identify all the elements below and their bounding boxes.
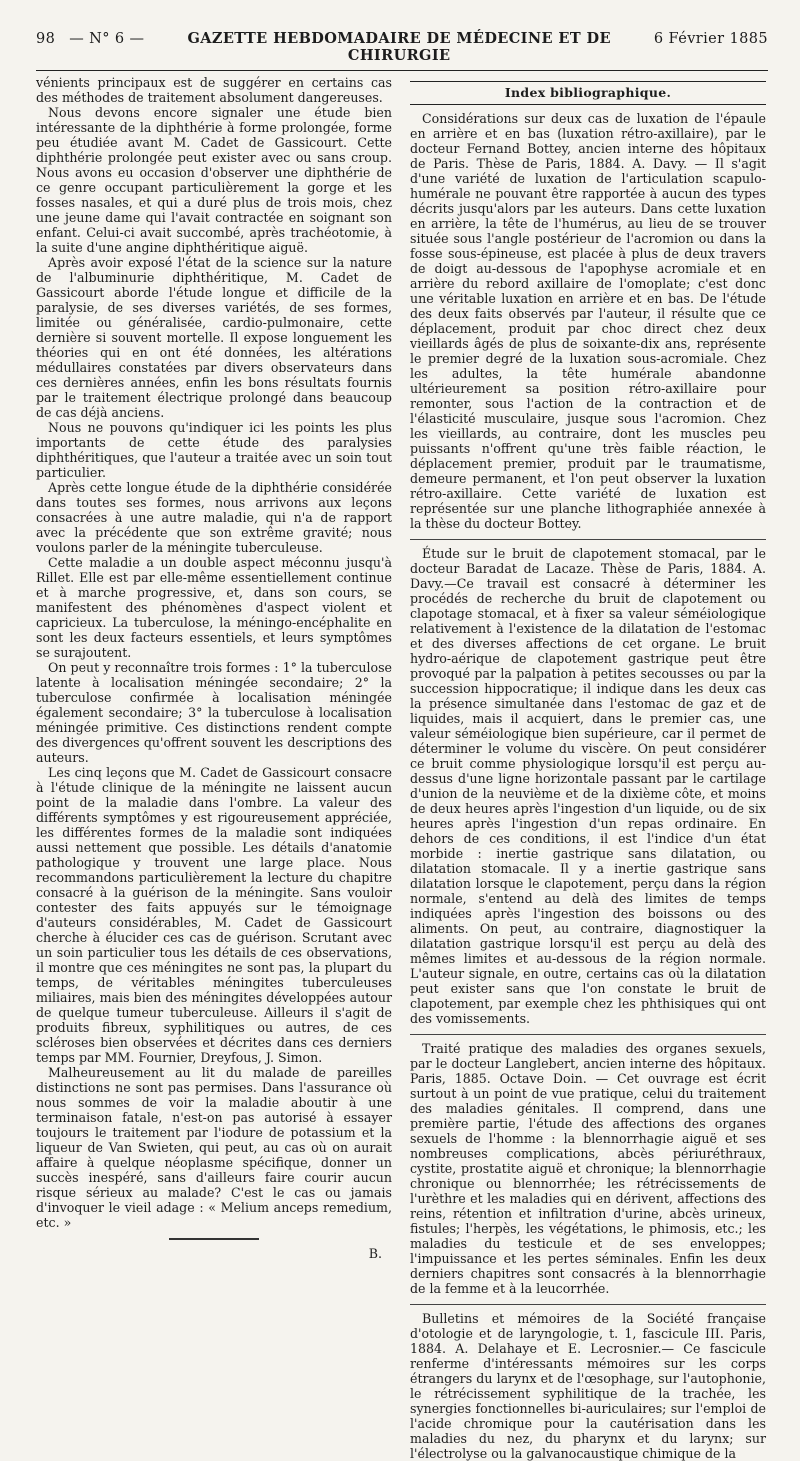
paragraph: On peut y reconnaître trois formes : 1° la tuberculose latente à localisation méningée secondaire; 2° la tuberculose confirmée à localisation méningée également secondaire; 3° la tuberculose à localisation méningée primitive. Ces distinctions rendent compte des divergences qu'offrent souvent les descriptions des auteurs. [36,660,392,765]
bibliography-entry [410,111,766,531]
paragraph: vénients principaux est de suggérer en certains cas des méthodes de traitement absolument dangereuses. [36,75,392,105]
paragraph: Après avoir exposé l'état de la science sur la nature de l'albuminurie diphthéritique, M. Cadet de Gassicourt aborde l'étude longue et difficile de la paralysie, de ses diverses variétés, de ses formes, limitée ou généralisée, cardio-pulmonaire, cette dernière si souvent mortelle. Il expose longuement les théories qui en ont été données, les altérations médullaires constatées par divers observateurs dans ces dernières années, enfin les bons résultats fournis par le traitement électrique prolongé dans beaucoup de cas déjà anciens. [36,255,392,420]
page-header [36,30,768,71]
section-title: Index bibliographique. [410,81,766,105]
two-column-body [36,75,768,1461]
entry-text: Bulletins et mémoires de la Société française d'otologie et de laryngologie, t. 1, fascicule III. Paris, 1884. A. Delahaye et E. Lecrosnier.— Ce fascicule renferme d'intéressants mémoires sur les corps étrangers du larynx et de l'œsophage, sur l'autophonie, le rétrécissement syphilitique de la trachée, les synergies fonctionnelles bi-auriculaires; sur l'emploi de l'acide chromique pour la cautérisation dans les maladies du nez, du pharynx et du larynx; sur l'électrolyse ou la galvanocaustique chimique de la [410,1311,766,1461]
paragraph: Les cinq leçons que M. Cadet de Gassicourt consacre à l'étude clinique de la méningite ne laissent aucun point de la maladie dans l'ombre. La valeur des différents symptômes y est rigoureusement appréciée, les différentes formes de la maladie sont indiquées aussi nettement que possible. Les détails d'anatomie pathologique y trouvent une large place. Nous recommandons particulièrement la lecture du chapitre consacré à la guérison de la méningite. Sans vouloir contester des faits appuyés sur le témoignage d'auteurs considérables, M. Cadet de Gassicourt cherche à élucider ces cas de guérison. Scrutant avec un soin particulier tous les détails de ces observations, il montre que ces méningites ne sont pas, la plupart du temps, de véritables méningites tuberculeuses miliaires, mais bien des méningites développées autour de quelque tumeur tuberculeuse. Ailleurs il s'agit de produits fibreux, syphilitiques ou autres, de ces scléroses bien observées et décrites dans ces derniers temps par MM. Fournier, Dreyfous, J. Simon. [36,765,392,1065]
entry-text: Étude sur le bruit de clapotement stomacal, par le docteur Baradat de Lacaze. Thèse de Paris, 1884. A. Davy.—Ce travail est consacré à déterminer les procédés de recherche du bruit de clapotement ou clapotage stomacal, et à fixer sa valeur séméiologique relativement à l'existence de la dilatation de l'estomac et des diverses affections de cet organe. Le bruit hydro-aérique de clapotement gastrique peut être provoqué par la palpation à petites secousses ou par la succession hippocratique; il indique dans les deux cas la présence simultanée dans l'estomac de gaz et de liquides, mais il acquiert, dans le premier cas, une valeur séméiologique bien supérieure, car il permet de déterminer le volume du viscère. On peut considérer ce bruit comme physiologique lorsqu'il est perçu au-dessus d'une ligne horizontale passant par le cartilage d'union de la neuvième et de la dixième côte, et moins de deux heures après l'ingestion d'un liquide, ou de six heures après l'ingestion d'un repas ordinaire. En dehors de ces conditions, il est l'indice d'un état morbide : inertie gastrique sans dilatation, ou dilatation stomacale. Il y a inertie gastrique sans dilatation lorsque le clapotement, perçu dans la région normale, s'entend au delà des limites de temps indiquées après l'ingestion des boissons ou des aliments. On peut, au contraire, diagnostiquer la dilatation gastrique lorsqu'il est perçu au delà des mêmes limites et au-dessous de la région normale. L'auteur signale, en outre, certains cas où la dilatation peut exister sans que l'on constate le bruit de clapotement, par exemple chez les phthisiques qui ont des vomissements. [410,546,766,1026]
bibliography-entry [410,546,766,1026]
divider [410,539,766,540]
issue-number: — N° 6 — [69,31,145,47]
author-signature: B. [368,1246,382,1261]
entry-text: Considérations sur deux cas de luxation de l'épaule en arrière et en bas (luxation rétro-axillaire), par le docteur Fernand Bottey, ancien interne des hôpitaux de Paris. Thèse de Paris, 1884. A. Davy. — Il s'agit d'une variété de luxation de l'articulation scapulo-humérale ne pouvant être rapportée à aucun des types décrits jusqu'alors par les auteurs. Dans cette luxation en arrière, la tête de l'humérus, au lieu de se trouver située sous l'angle postérieur de l'acromion ou dans la fosse sous-épineuse, est placée à plus de deux travers de doigt au-dessous de l'apophyse acromiale et en arrière du rebord axillaire de l'omoplate; c'est donc une véritable luxation en arrière et en bas. De l'étude des deux faits observés par l'auteur, il résulte que ce déplacement, produit par choc direct chez deux vieillards âgés de plus de soixante-dix ans, représente le premier degré de la luxation sous-acromiale. Chez les adultes, la tête humérale abandonne ultérieurement sa position rétro-axillaire pour remonter, sous l'action de la contraction et de l'élasticité musculaire, jusque sous l'acromion. Chez les vieillards, au contraire, dont les muscles peu puissants n'offrent qu'une très faible réaction, le déplacement premier, produit par le traumatisme, demeure permanent, et l'on peut observer la luxation rétro-axillaire. Cette variété de luxation est représentée sur une planche lithographiée annexée à la thèse du docteur Bottey. [410,111,766,531]
entry-text: Traité pratique des maladies des organes sexuels, par le docteur Langlebert, ancien interne des hôpitaux. Paris, 1885. Octave Doin. — Cet ouvrage est écrit surtout à un point de vue pratique, celui du traitement des maladies génitales. Il comprend, dans une première partie, l'étude des affections des organes sexuels de l'homme : la blennorrhagie aiguë et ses nombreuses complications, abcès périuréthraux, cystite, prostatite aiguë et chronique; la blennorrhagie chronique ou blennorrhée; les rétrécissements de l'urèthre et les maladies qui en dérivent, affections des reins, rétention et infiltration d'urine, abcès urineux, fistules; l'herpès, les végétations, le phimosis, etc.; les maladies du testicule et de ses enveloppes; l'impuissance et les pertes séminales. Enfin les deux derniers chapitres sont consacrés à la blennorrhagie de la femme et à la leucorrhée. [410,1041,766,1296]
paragraph: Nous devons encore signaler une étude bien intéressante de la diphthérie à forme prolongée, forme peu étudiée avant M. Cadet de Gassicourt. Cette diphthérie prolongée peut exister avec ou sans croup. Nous avons eu occasion d'observer une diphthérie de ce genre occupant particulièrement la gorge et les fosses nasales, et qui a duré plus de trois mois, chez une jeune dame qui l'avait contractée en soignant son enfant. Celui-ci avait succombé, après trachéotomie, à la suite d'une angine diphthéritique aiguë. [36,105,392,255]
divider [169,1238,259,1240]
paragraph: Cette maladie a un double aspect méconnu jusqu'à Rillet. Elle est par elle-même essentiellement continue et à marche progressive, et, dans son cours, se manifestent des phénomènes d'aspect violent et capricieux. La tuberculose, la méningo-encéphalite en sont les deux facteurs essentiels, et leurs symptômes se surajoutent. [36,555,392,660]
divider [410,1304,766,1305]
paragraph: Nous ne pouvons qu'indiquer ici les points les plus importants de cette étude des paralysies diphthéritiques, que l'auteur a traitée avec un soin tout particulier. [36,420,392,480]
page-number: 98 [36,31,56,47]
paragraph: Malheureusement au lit du malade de pareilles distinctions ne sont pas permises. Dans l'assurance où nous sommes de voir la maladie aboutir à une terminaison fatale, n'est-on pas autorisé à essayer toujours le traitement par l'iodure de potassium et la liqueur de Van Swieten, qui peut, au cas où on aurait affaire à quelque néoplasme spécifique, donner un succès inespéré, sans d'ailleurs faire courir aucun risque sérieux au malade? C'est le cas ou jamais d'invoquer le vieil adage : « Melium anceps remedium, etc. » [36,1065,392,1230]
bibliography-entry [410,1041,766,1296]
journal-title: GAZETTE HEBDOMADAIRE DE MÉDECINE ET DE CHIRURGIE [187,30,611,64]
left-column [36,75,392,1461]
paragraph: Après cette longue étude de la diphthérie considérée dans toutes ses formes, nous arrivons aux leçons consacrées à une autre maladie, qui n'a de rapport avec la précédente que son extrême gravité; nous voulons parler de la méningite tuberculeuse. [36,480,392,555]
right-column [410,75,766,1461]
divider [410,1034,766,1035]
issue-date: 6 Février 1885 [653,31,768,47]
bibliography-entry [410,1311,766,1461]
